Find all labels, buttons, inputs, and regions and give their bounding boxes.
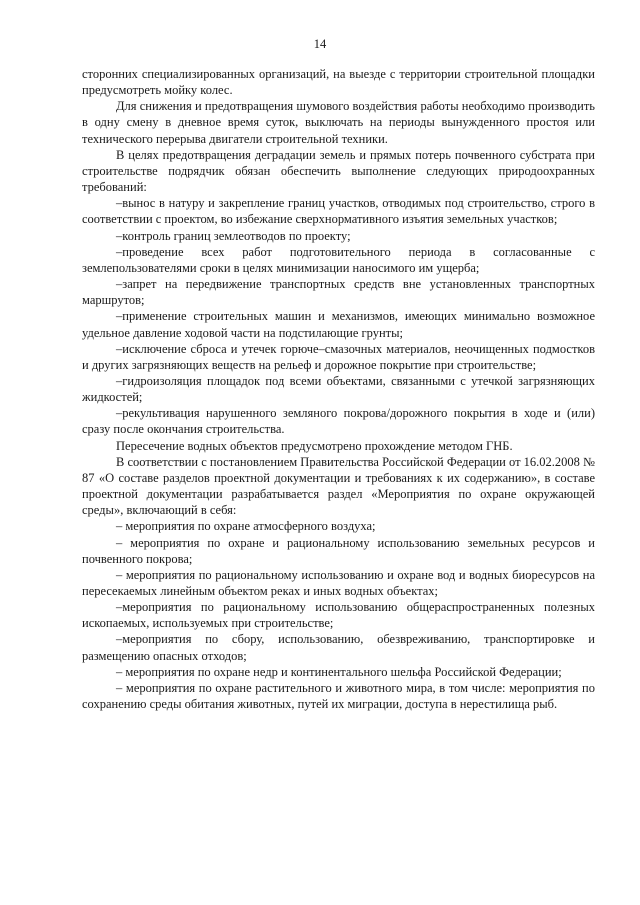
body-text	[82, 66, 595, 712]
paragraph: – мероприятия по охране и рациональному использованию земельных ресурсов и почвенного покрова;	[82, 535, 595, 566]
paragraph: – мероприятия по охране атмосферного воздуха;	[116, 519, 376, 534]
paragraph: –мероприятия по сбору, использованию, обезвреживанию, транспортировке и размещению опасных отходов;	[82, 632, 595, 663]
page-number: 14	[313, 37, 327, 51]
paragraph: –проведение всех работ подготовительного периода в согласованные с землепользователями сроки в целях минимизации наносимого им ущерба;	[82, 244, 595, 275]
paragraph: –применение строительных машин и механизмов, имеющих минимально возможное удельное давление ходовой части на подстилающие грунты;	[82, 309, 595, 340]
paragraph: –рекультивация нарушенного земляного покрова/дорожного покрытия в ходе и (или) сразу после окончания строительства.	[82, 406, 595, 437]
paragraph: –контроль границ землеотводов по проекту;	[116, 228, 351, 243]
paragraph: –запрет на передвижение транспортных средств вне установленных транспортных маршрутов;	[82, 277, 595, 308]
paragraph: –гидроизоляция площадок под всеми объектами, связанными с утечкой загрязняющих жидкостей;	[82, 373, 595, 405]
paragraph: Для снижения и предотвращения шумового воздействия работы необходимо производить в одну смену в дневное время суток, выключать на периоды вынужденного простоя или технического перерыва двигатели строительной техники.	[82, 99, 595, 146]
paragraph: – мероприятия по рациональному использованию и охране вод и водных биоресурсов на пересекаемых линейным объектом реках и иных водных объектах;	[82, 567, 595, 598]
paragraph: В целях предотвращения деградации земель и прямых потерь почвенного субстрата при строительстве подрядчик обязан обеспечить выполнение следующих природоохранных требований:	[82, 147, 595, 195]
paragraph: В соответствии с постановлением Правительства Российской Федерации от 16.02.2008 № 87 «О составе разделов проектной документации и требованиях к их содержанию», в составе проектной документации разрабатывается раздел «Мероприятия по охране окружающей среды», включающий в себя:	[82, 454, 595, 518]
paragraph: –мероприятия по рациональному использованию общераспространенных полезных ископаемых, используемых при строительстве;	[82, 600, 595, 631]
paragraph: –исключение сброса и утечек горюче–смазочных материалов, неочищенных подмостков и других загрязняющих веществ на рельеф и дорожное покрытие при строительстве;	[82, 341, 595, 372]
paragraph: – мероприятия по охране недр и континентального шельфа Российской Федерации;	[116, 664, 562, 679]
paragraph: – мероприятия по охране растительного и животного мира, в том числе: мероприятия по сохранению среды обитания животных, путей их миграции, доступа в нерестилища рыб.	[82, 680, 595, 712]
paragraph: Пересечение водных объектов предусмотрено прохождение методом ГНБ.	[116, 438, 513, 453]
paragraph: сторонних специализированных организаций, на выезде с территории строительной площадки предусмотреть мойку колес.	[82, 67, 595, 98]
paragraph: –вынос в натуру и закрепление границ участков, отводимых под строительство, строго в соответствии с проектом, во избежание сверхнормативного изъятия земельных участков;	[82, 196, 595, 227]
